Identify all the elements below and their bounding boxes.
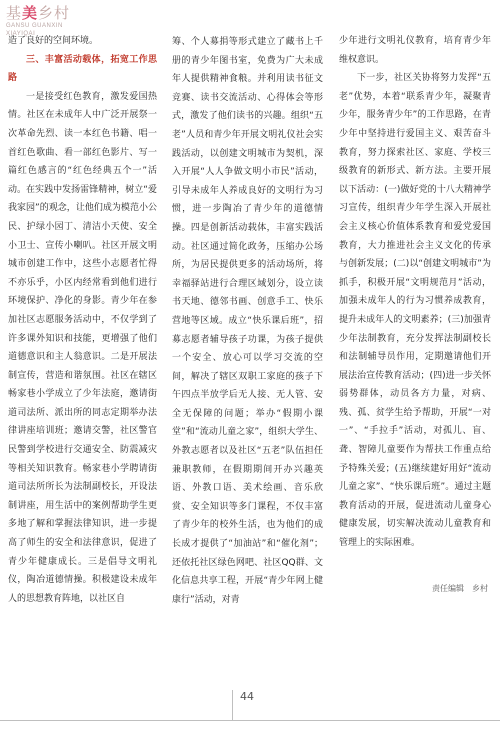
col1-lead-in: 造了良好的空间环境。 bbox=[8, 36, 99, 46]
page-number-tick bbox=[232, 690, 233, 720]
col2-body: 筹、个人募捐等形式建立了藏书上千册的青少年图书室，免费为广大未成年人提供精神食粮。并利用读书征文竞赛、读书交流活动、心得体会等形式，激发了他们读书的兴趣。组织“五老”人员和青少年开展文明礼仪社会实践活动，以创建文明城市为契机，深入开展“人人争做文明小市民”活动，引导未成年人养成良好的文明行为习惯，进一步陶冶了青少年的道德情操。四是创新活动载体，丰富实践活动。社区通过简化政务，压缩办公场所，为居民提供更多的活动场所，将幸福驿站进行合理区域划分，设立读书天地、德邻书画、创意手工、快乐营地等区域。成立“快乐课后班”，招募志愿者辅导孩子功课，为孩子提供一个安全、放心可以学习交流的空间，解决了辖区双职工家庭的孩子下午四点半放学后无人接、无人管、安全无保障的问题；举办“假期小课堂”和“流动儿童之家”，组织大学生、外教志愿者以及社区“五老”队伍担任兼职教师，在假期期间开办兴趣英语、外教口语、美术绘画、音乐欣赏、安全知识等多门课程，不仅丰富了青少年的校外生活，也为他们的成长成才提供了“加油站”和“催化剂”；还依托社区绿色网吧、社区QQ群、文化信息共享工程，开展“青少年网上健康行”活动，对青 bbox=[172, 37, 323, 605]
section-heading: 三、丰富活动载体，拓宽工作思路 bbox=[8, 54, 157, 84]
masthead-title-right: 乡村 bbox=[38, 4, 71, 22]
col3-body: 下一步，社区关协将努力发挥“五老”优势，本着“联系青少年，凝聚青少年，服务青少年”的工作思路，在青少年中坚持进行爱国主义、艰苦奋斗教育，努力探索社区、家庭、学校三级教育的新形式、新方法。主要开展以下活动：(一)做好党的十八大精神学习宣传，组织青少年学生深入开展社会主义核心价值体系教育和爱党爱国教育，大力推进社会主义文化的传承与创新发展；(二)以“创建文明城市”为抓手，积极开展“文明规范月”活动，加强未成年人的行为习惯养成教育，提升未成年人的文明素养；(三)加强青少年法制教育，充分发挥法制副校长和法制辅导员作用，定期邀请他们开展法治宣传教育活动；(四)进一步关怀弱势群体，动员各方力量，对病、残、孤、贫学生给予帮助，开展“一对一”、“手拉手”活动，对孤儿、盲、聋、智障儿童要作为帮扶工作重点给予特殊关爱；(五)继续建好用好“流动儿童之家”、“快乐课后班”。通过主题教育活动的开展，促进流动儿童身心健康发展，切实解决流动儿童教育和管理上的实际困难。 bbox=[339, 73, 491, 549]
masthead-subtitle-2: XIAYIQAI bbox=[6, 31, 36, 37]
article-column-3 bbox=[339, 32, 491, 553]
masthead-title bbox=[6, 4, 156, 22]
article-column-2 bbox=[172, 33, 323, 609]
masthead-title-left: 基 bbox=[6, 4, 23, 22]
editor-credit: 责任编辑 乡村 bbox=[432, 584, 488, 593]
article-column-1 bbox=[8, 32, 157, 608]
footer-divider bbox=[0, 720, 500, 721]
masthead-title-accent: 美 bbox=[22, 4, 39, 22]
page-number: 44 bbox=[240, 690, 254, 703]
masthead-subtitle-1: GANSU GUANXIN bbox=[6, 23, 63, 29]
col1-body: 一是接受红色教育，激发爱国热情。社区在未成年人中广泛开展祭一次革命先烈、读一本红色书籍、唱一首红色歌曲、看一部红色影片、写一篇红色感言的“红色经典五个一”活动。在实践中发扬雷锋精神，树立“爱我家园”的观念，让他们成为模范小公民、护绿小园丁、清洁小天使、安全小卫士、宣传小喇叭。社区开展文明城市创建工作中，这些小志愿者忙得不亦乐乎，小区内经常看到他们进行环境保护、净化的身影。青少年在参加社区志愿服务活动中，不仅学到了许多课外知识和技能，更增强了他们道德意识和主人翁意识。二是开展法制宣传，营造和谐氛围。社区在辖区畅家巷小学成立了少年法庭，邀请街道司法所、派出所的同志定期举办法律讲座培训班；邀请交警，社区警官民警到学校进行交通安全、防震减灾等相关知识教育。畅家巷小学聘请街道司法所所长为法制副校长，开设法制讲座，用生活中的案例帮助学生更多地了解和掌握法律知识，进一步提高了师生的安全和法律意识，促进了青少年健康成长。三是倡导文明礼仪，陶冶道德情操。积极建设未成年人的思想教育阵地，以社区自 bbox=[8, 91, 157, 604]
col3-lead-in: 少年进行文明礼仪教育，培育青少年维权意识。 bbox=[339, 36, 491, 65]
